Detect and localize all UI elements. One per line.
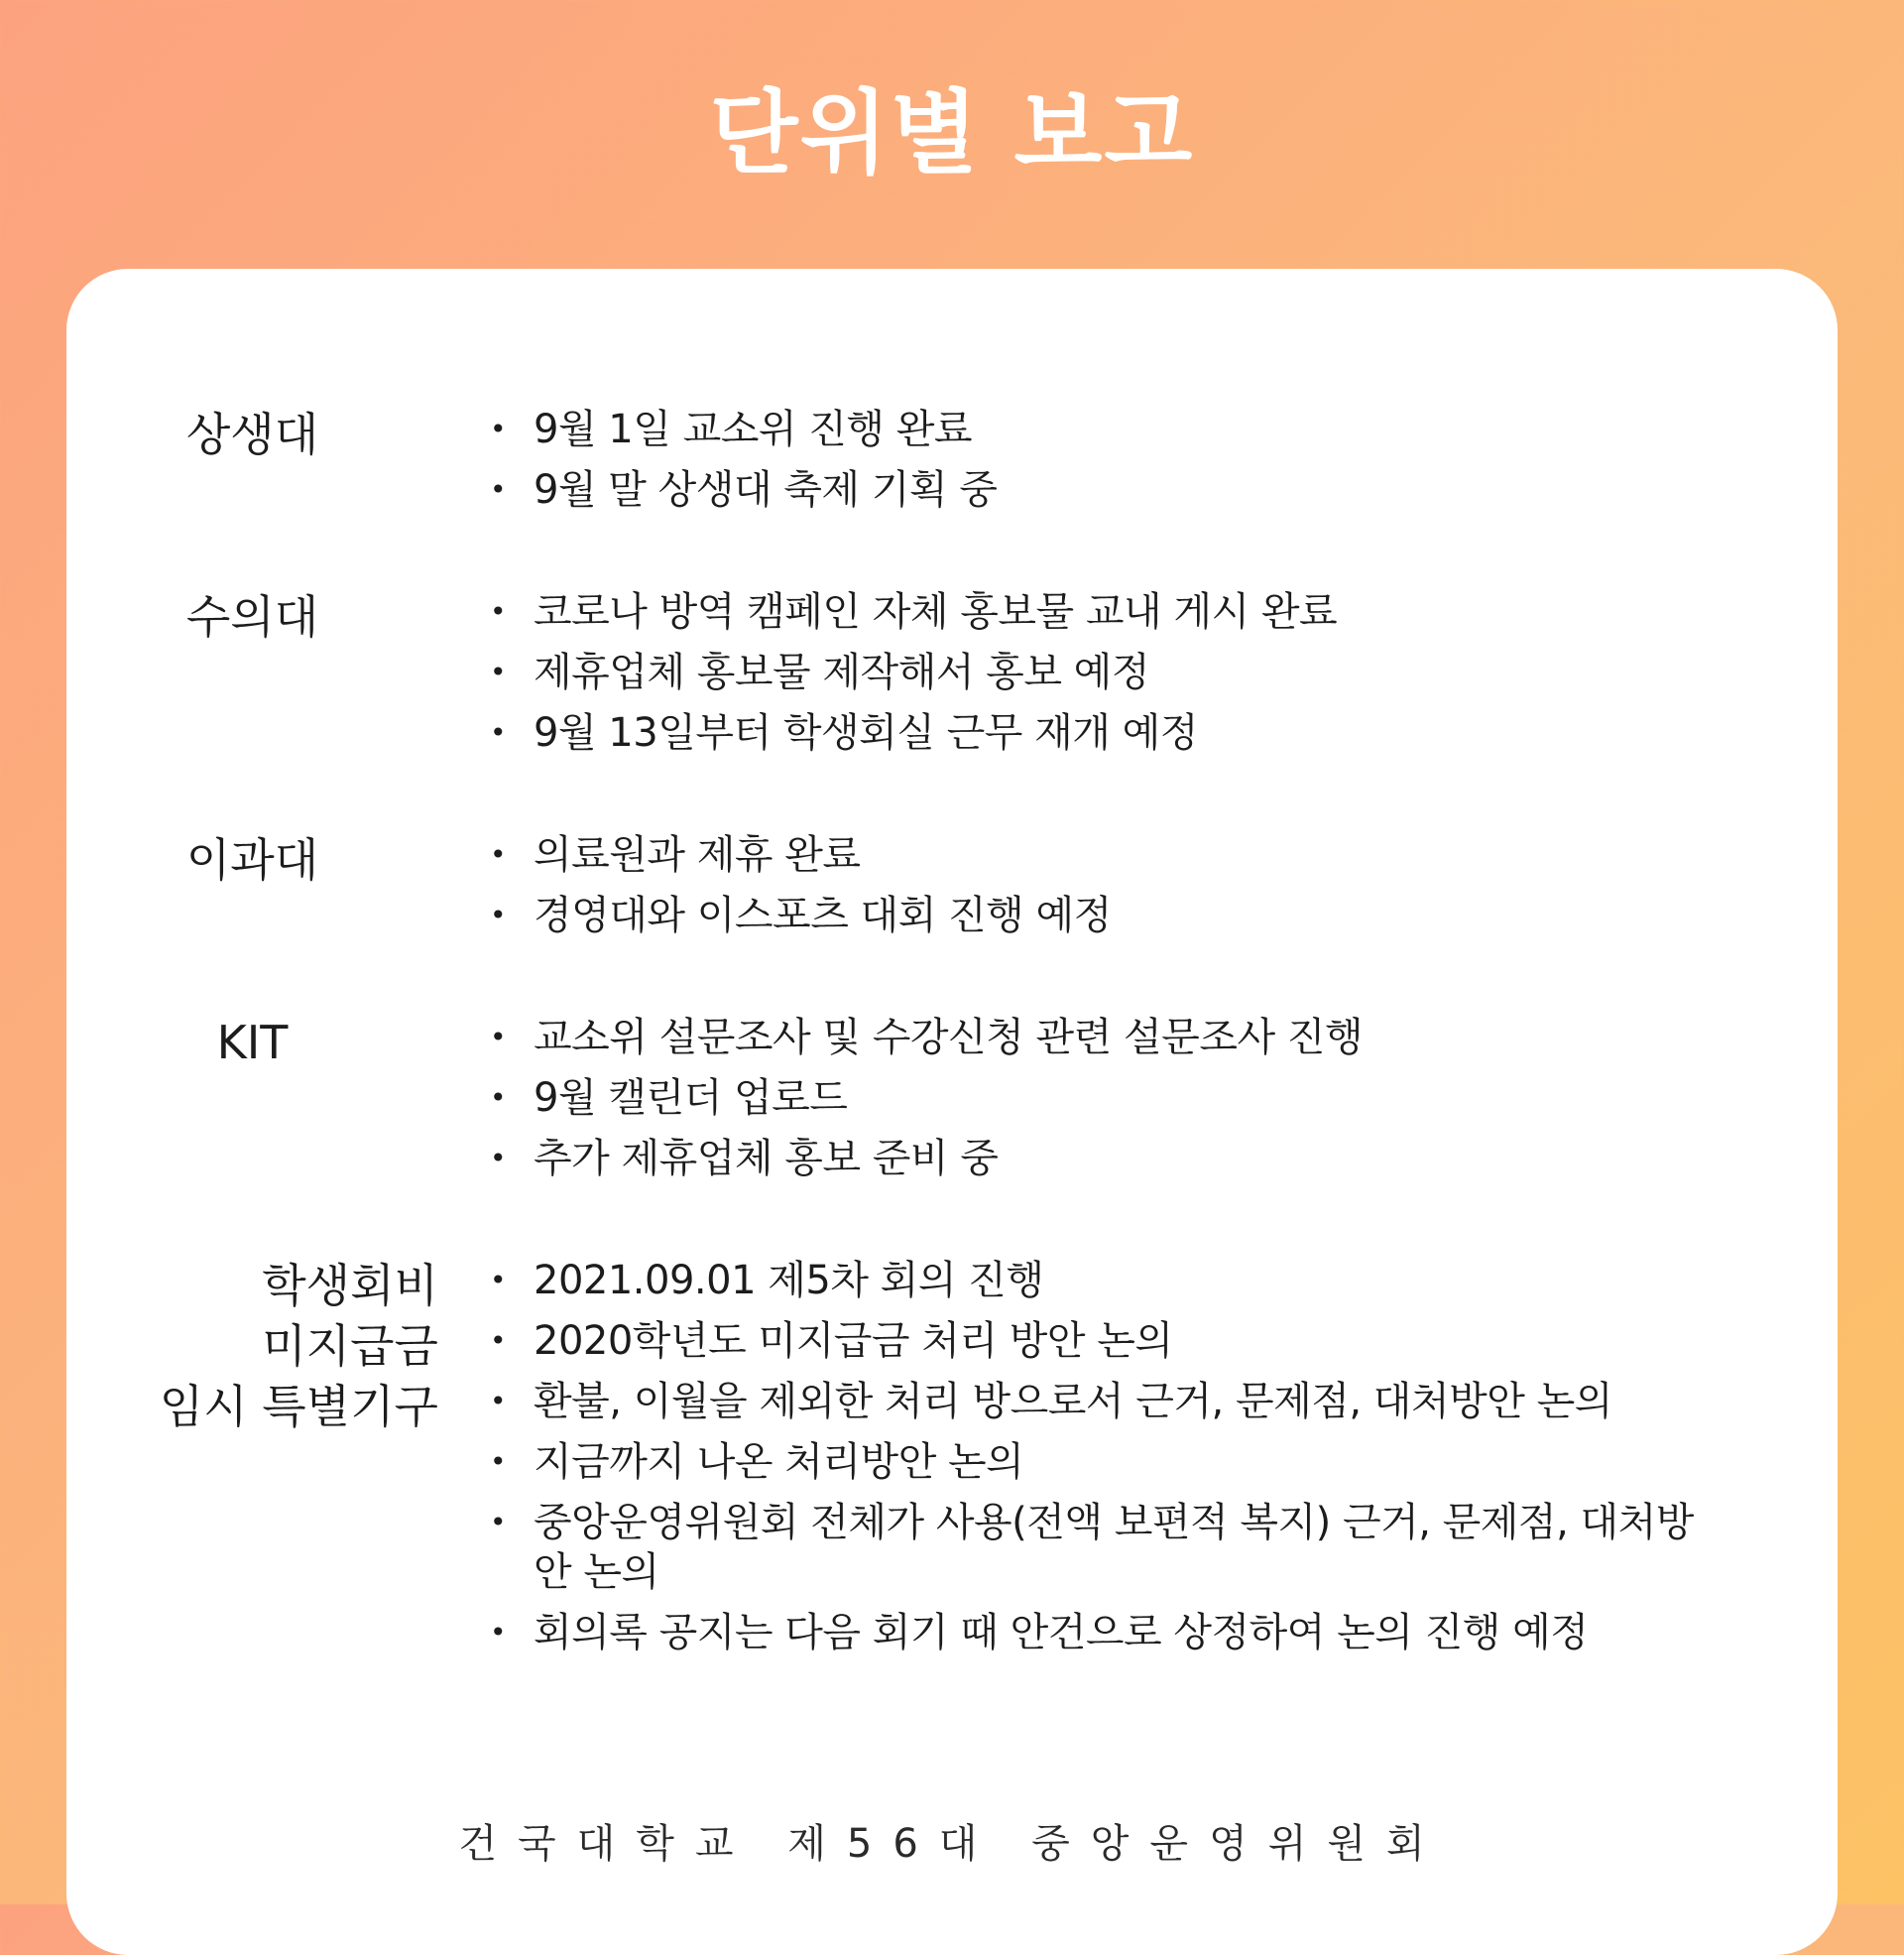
page-title: 단위별 보고	[709, 80, 1195, 186]
list-item-text: 9월 말 상생대 축제 기획 중	[534, 467, 998, 513]
list-item	[488, 1256, 1727, 1305]
list-item	[488, 1608, 1727, 1657]
bullet-dot-icon: •	[489, 656, 506, 688]
bullet-dot-icon: •	[489, 899, 506, 931]
bullet-dot-icon: •	[489, 473, 506, 506]
bullet-list	[488, 1256, 1727, 1668]
list-item-text: 회의록 공지는 다음 회기 때 안건으로 상정하여 논의 진행 예정	[534, 1610, 1589, 1655]
list-item	[488, 648, 1727, 697]
section-label-line: 임시 특별기구	[159, 1380, 438, 1433]
bullet-dot-icon: •	[489, 1021, 506, 1053]
bullet-dot-icon: •	[489, 1616, 506, 1649]
list-item-text: 환불, 이월을 제외한 처리 방으로서 근거, 문제점, 대처방안 논의	[534, 1379, 1612, 1424]
bullet-dot-icon: •	[489, 1506, 506, 1538]
list-item	[488, 1377, 1727, 1426]
section-label	[66, 587, 438, 648]
list-item-text: 코로나 방역 캠페인 자체 홍보물 교내 게시 완료	[534, 589, 1338, 635]
list-item	[488, 1013, 1727, 1062]
list-item-text: 중앙운영위원회 전체가 사용(전액 보편적 복지) 근거, 문제점, 대처방안 논의	[534, 1500, 1694, 1595]
bullet-dot-icon: •	[489, 1081, 506, 1114]
section-igwadae	[66, 830, 1838, 951]
bullet-list	[488, 405, 1727, 526]
list-item-text: 지금까지 나온 처리방안 논의	[534, 1439, 1024, 1485]
section-label-line: 수의대	[185, 590, 319, 644]
list-item	[488, 587, 1727, 637]
bullet-list	[488, 830, 1727, 951]
section-label	[66, 1013, 438, 1073]
list-item	[488, 405, 1727, 454]
list-item	[488, 891, 1727, 940]
bullet-list	[488, 1013, 1727, 1194]
section-label-line: 상생대	[185, 408, 319, 461]
list-item-text: 9월 캘린더 업로드	[534, 1075, 848, 1121]
section-label	[66, 1256, 438, 1437]
section-suuidae	[66, 587, 1838, 769]
bullet-dot-icon: •	[489, 1324, 506, 1357]
report-card	[66, 269, 1838, 1955]
bullet-dot-icon: •	[489, 1385, 506, 1417]
list-item-text: 9월 13일부터 학생회실 근무 재개 예정	[534, 710, 1198, 756]
list-item	[488, 1316, 1727, 1366]
list-item	[488, 465, 1727, 515]
section-student-fee-committee	[66, 1256, 1838, 1668]
section-label-line: KIT	[216, 1016, 289, 1069]
list-item	[488, 830, 1727, 880]
list-item-text: 2021.09.01 제5차 회의 진행	[534, 1258, 1044, 1303]
list-item-text: 9월 1일 교소위 진행 완료	[534, 407, 973, 452]
list-item-text: 경영대와 이스포츠 대회 진행 예정	[534, 893, 1112, 938]
list-item-text: 추가 제휴업체 홍보 준비 중	[534, 1136, 999, 1181]
bullet-dot-icon: •	[489, 1445, 506, 1478]
list-item-text: 2020학년도 미지급금 처리 방안 논의	[534, 1318, 1173, 1364]
report-sections	[66, 405, 1838, 1730]
section-label	[66, 405, 438, 465]
section-label-line: 학생회비	[262, 1259, 438, 1312]
list-item-text: 교소위 설문조사 및 수강신청 관련 설문조사 진행	[534, 1015, 1364, 1060]
section-label	[66, 830, 438, 891]
section-label-line: 이과대	[185, 833, 319, 887]
bullet-dot-icon: •	[489, 838, 506, 871]
bullet-dot-icon: •	[489, 595, 506, 628]
section-label-line: 미지급금	[262, 1319, 438, 1373]
list-item	[488, 1134, 1727, 1183]
bullet-dot-icon: •	[489, 1142, 506, 1174]
section-sangsaengdae	[66, 405, 1838, 526]
bullet-dot-icon: •	[489, 413, 506, 445]
bullet-list	[488, 587, 1727, 769]
list-item	[488, 708, 1727, 758]
list-item	[488, 1498, 1727, 1597]
bullet-dot-icon: •	[489, 1264, 506, 1296]
list-item-text: 의료원과 제휴 완료	[534, 832, 861, 878]
list-item	[488, 1437, 1727, 1487]
organization-footer: 건국대학교 제56대 중앙운영위원회	[458, 1821, 1446, 1867]
list-item	[488, 1073, 1727, 1123]
bullet-dot-icon: •	[489, 716, 506, 749]
list-item-text: 제휴업체 홍보물 제작해서 홍보 예정	[534, 650, 1149, 695]
section-kit	[66, 1013, 1838, 1194]
